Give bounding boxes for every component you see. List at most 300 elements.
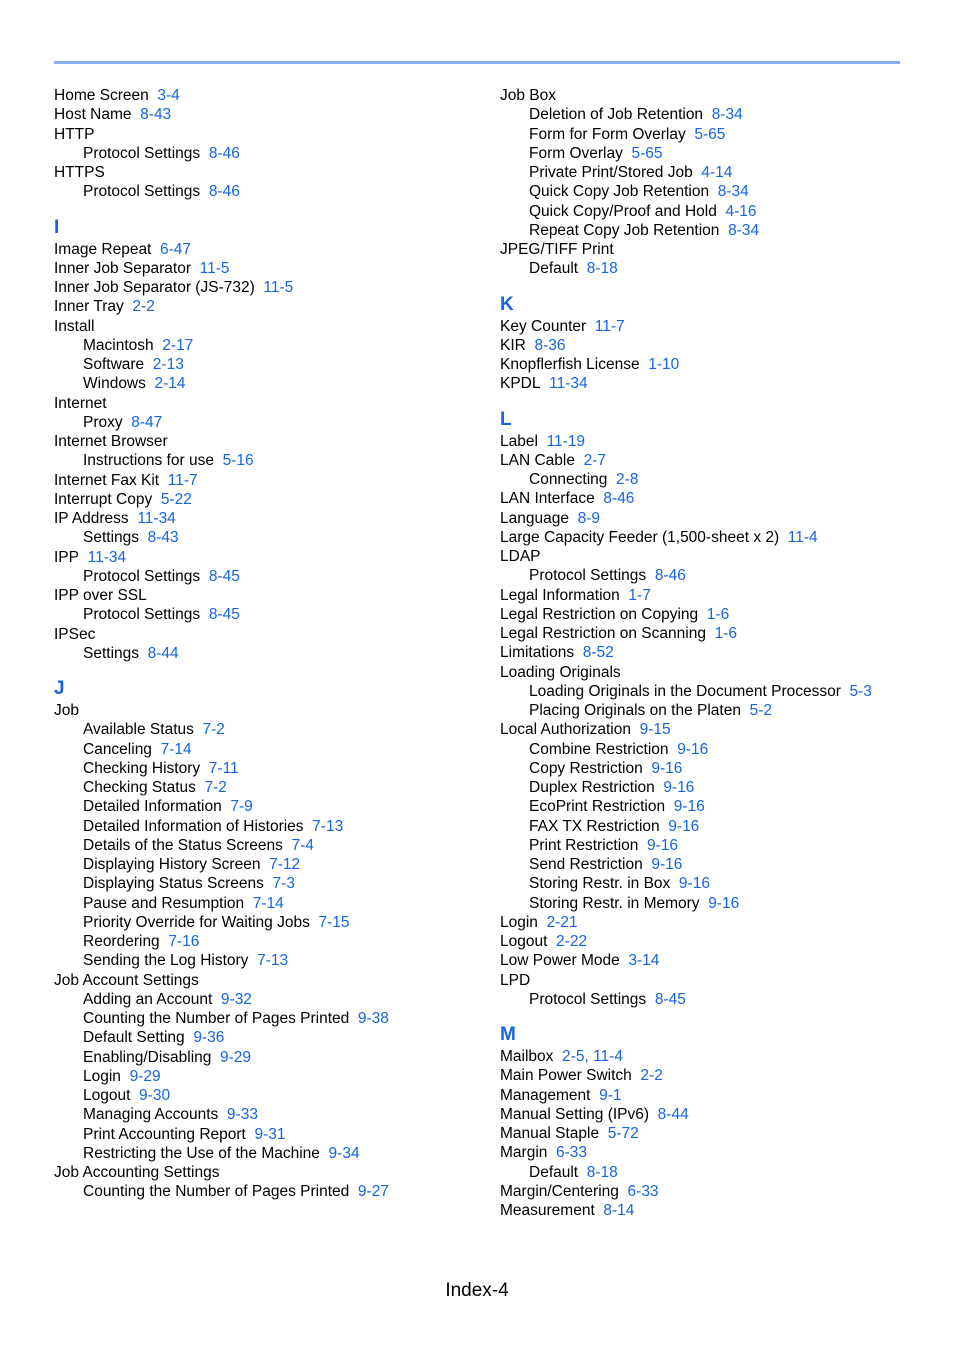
index-term: Settings (83, 644, 140, 662)
index-term: Send Restriction (529, 856, 643, 873)
index-subentry (54, 1028, 474, 1047)
index-subentry (54, 817, 474, 836)
page-reference-link[interactable]: 8-14 (603, 1202, 635, 1219)
index-subentry (500, 470, 920, 489)
index-term: Private Print/Stored Job (529, 164, 693, 181)
page-reference-link[interactable]: 2-2 (640, 1067, 663, 1085)
index-subentry (500, 797, 920, 816)
index-entry (54, 548, 474, 567)
index-term: Protocol Settings (83, 606, 201, 624)
index-term: EcoPrint Restriction (529, 798, 666, 816)
index-entry (54, 490, 474, 509)
index-term: Checking Status (83, 779, 196, 796)
index-letter-heading: L (500, 408, 512, 430)
index-subentry (500, 1163, 920, 1182)
page-reference-link[interactable]: 9-32 (220, 990, 252, 1008)
index-entry (500, 317, 920, 336)
page-reference-link[interactable]: 9-16 (647, 836, 679, 854)
index-term: Software (83, 356, 145, 373)
index-subentry (54, 528, 474, 547)
index-entry (500, 1143, 920, 1162)
index-term: KIR (500, 336, 526, 354)
page-reference-link[interactable]: 7-11 (208, 759, 239, 777)
index-entry (500, 1066, 920, 1085)
index-entry (54, 86, 474, 105)
index-term: Detailed Information of Histories (83, 817, 304, 835)
index-entry (54, 240, 474, 259)
index-term: Storing Restr. in Box (529, 875, 671, 893)
page-reference-link[interactable]: 2-7 (583, 451, 606, 469)
index-entry (500, 240, 920, 259)
index-subentry (500, 701, 920, 720)
page-reference-link[interactable]: 6-33 (627, 1182, 659, 1200)
page-reference-link[interactable]: 8-9 (577, 509, 600, 527)
page-reference-link[interactable]: 8-52 (582, 644, 614, 662)
page-reference-link[interactable]: 9-16 (663, 779, 695, 796)
index-term: Inner Job Separator (54, 259, 192, 277)
page-reference-link[interactable]: 8-46 (208, 144, 240, 162)
index-subentry (500, 817, 920, 836)
index-subentry (54, 451, 474, 470)
page-reference-link[interactable]: 7-13 (257, 952, 289, 970)
index-entry (54, 259, 474, 278)
index-term: IPSec (54, 625, 96, 643)
index-entry (500, 1201, 920, 1220)
index-term: Internet Fax Kit (54, 471, 160, 489)
index-subentry (500, 182, 920, 201)
page-reference-link[interactable]: 11-34 (87, 548, 127, 566)
index-term: Manual Setting (IPv6) (500, 1105, 650, 1123)
index-term: LAN Interface (500, 490, 595, 508)
page-reference-link[interactable]: 9-16 (673, 798, 705, 816)
page-reference-link[interactable]: 11-5 (263, 279, 294, 296)
page-reference-link[interactable]: 9-1 (599, 1086, 622, 1104)
index-term: Protocol Settings (529, 990, 647, 1008)
index-subentry (500, 682, 920, 701)
index-entry (500, 336, 920, 355)
index-entry (500, 528, 920, 547)
page-reference-link[interactable]: 5-72 (607, 1125, 639, 1142)
index-term: Available Status (83, 721, 194, 739)
page-reference-link[interactable]: 8-44 (147, 644, 179, 662)
index-entry (500, 913, 920, 932)
index-entry (54, 278, 474, 297)
page-reference-link[interactable]: 8-46 (208, 183, 240, 201)
index-letter-heading: K (500, 293, 514, 315)
index-entry (500, 1105, 920, 1124)
index-subentry (500, 163, 920, 182)
page-reference-link[interactable]: 3-4 (157, 87, 180, 104)
index-term: Job (54, 702, 79, 719)
page-number: Index-4 (445, 1280, 509, 1301)
index-entry (54, 394, 474, 413)
index-term: Storing Restr. in Memory (529, 894, 700, 912)
index-term: LDAP (500, 548, 541, 565)
index-term: Login (83, 1067, 121, 1085)
page-reference-link[interactable]: 8-34 (728, 221, 760, 239)
index-subentry (54, 1182, 474, 1201)
page-reference-link[interactable]: 1-10 (648, 356, 680, 373)
index-term: Inner Tray (54, 298, 124, 316)
page-reference-link[interactable]: 9-38 (357, 1010, 389, 1027)
index-term: Logout (83, 1087, 131, 1104)
index-term: Macintosh (83, 336, 154, 354)
index-entry (500, 489, 920, 508)
index-subentry (54, 182, 474, 201)
index-term: Large Capacity Feeder (1,500-sheet x 2) (500, 528, 780, 546)
index-entry (500, 932, 920, 951)
index-term: Manual Staple (500, 1125, 600, 1142)
index-term: Protocol Settings (83, 144, 201, 162)
index-term: Deletion of Job Retention (529, 106, 704, 124)
index-term: Internet (54, 394, 107, 412)
index-entry (500, 432, 920, 451)
index-subentry (54, 567, 474, 586)
page-reference-link[interactable]: 8-44 (657, 1105, 689, 1123)
index-term: Combine Restriction (529, 740, 669, 758)
index-term: Job Account Settings (54, 971, 199, 989)
index-subentry (54, 778, 474, 797)
page-reference-link[interactable]: 9-31 (254, 1125, 286, 1143)
index-subentry (54, 932, 474, 951)
index-entry (500, 971, 920, 990)
page-reference-link[interactable]: 9-34 (328, 1144, 360, 1162)
index-subentry (500, 759, 920, 778)
index-term: Legal Restriction on Scanning (500, 625, 706, 642)
index-entry (500, 643, 920, 662)
index-term: Adding an Account (83, 990, 213, 1008)
index-letter-heading: I (54, 216, 60, 238)
index-term: Displaying Status Screens (83, 875, 264, 893)
page-reference-link[interactable]: 9-16 (708, 894, 740, 912)
index-term: Protocol Settings (83, 183, 201, 201)
page-reference-link[interactable]: 8-18 (586, 260, 618, 278)
index-subentry (500, 125, 920, 144)
page-reference-link[interactable]: 9-33 (226, 1106, 258, 1124)
index-term: Default (529, 260, 579, 278)
index-term: Main Power Switch (500, 1067, 632, 1085)
page-reference-link[interactable]: 8-34 (717, 183, 749, 201)
index-term: Login (500, 913, 538, 931)
index-entry (500, 355, 920, 374)
index-term: Measurement (500, 1202, 595, 1219)
page-reference-link[interactable]: 5-65 (694, 125, 726, 143)
page-reference-link[interactable]: 1-7 (628, 586, 651, 604)
index-term: Reordering (83, 933, 160, 950)
index-entry (500, 624, 920, 643)
index-subentry (54, 1009, 474, 1028)
index-subentry (500, 990, 920, 1009)
page-reference-link[interactable]: 9-27 (357, 1183, 389, 1201)
index-term: Management (500, 1086, 591, 1104)
index-term: Install (54, 317, 95, 335)
index-subentry (54, 1048, 474, 1067)
index-term: HTTPS (54, 164, 105, 181)
index-subentry (54, 1086, 474, 1105)
index-term: Restricting the Use of the Machine (83, 1144, 320, 1162)
page-reference-link[interactable]: 2-14 (154, 375, 186, 393)
page-reference-link[interactable]: 9-15 (639, 721, 671, 739)
page-reference-link[interactable]: 7-14 (252, 894, 284, 912)
page-reference-link[interactable]: 9-29 (129, 1067, 161, 1085)
index-column-right (500, 86, 920, 1220)
index-subentry (54, 1067, 474, 1086)
index-entry (500, 605, 920, 624)
index-subentry (54, 144, 474, 163)
page-reference-link[interactable]: 7-13 (312, 817, 344, 835)
index-entry (500, 374, 920, 393)
index-term: Print Restriction (529, 836, 639, 854)
index-subentry (54, 913, 474, 932)
page-reference-link[interactable]: 8-45 (208, 606, 240, 624)
index-term: Loading Originals in the Document Processor (529, 682, 841, 700)
page-reference-link[interactable]: 7-14 (160, 740, 192, 758)
page-reference-link[interactable]: 6-47 (160, 240, 192, 258)
index-term: LAN Cable (500, 451, 575, 469)
page-reference-link[interactable]: 7-2 (204, 779, 227, 796)
page-reference-link[interactable]: 7-9 (230, 798, 253, 816)
index-term: Quick Copy/Proof and Hold (529, 202, 717, 220)
index-subentry (500, 836, 920, 855)
index-term: Copy Restriction (529, 759, 643, 777)
index-term: Connecting (529, 471, 608, 488)
index-entry (500, 720, 920, 739)
index-term: LPD (500, 971, 531, 989)
page-reference-link[interactable]: 2-22 (556, 933, 588, 950)
index-entry (54, 432, 474, 451)
index-subentry (54, 720, 474, 739)
index-term: Windows (83, 375, 146, 393)
page-reference-link[interactable]: 2-21 (546, 913, 578, 931)
index-subentry (500, 566, 920, 585)
index-term: Job Accounting Settings (54, 1164, 220, 1181)
page-reference-link[interactable]: 11-5 (199, 259, 230, 277)
page-reference-link[interactable]: 9-16 (651, 856, 683, 873)
index-term: IPP over SSL (54, 587, 147, 604)
index-term: Knopflerfish License (500, 356, 640, 373)
index-subentry (500, 778, 920, 797)
index-subentry (500, 221, 920, 240)
page-reference-link[interactable]: 8-43 (147, 529, 179, 547)
index-term: Priority Override for Waiting Jobs (83, 913, 310, 931)
index-entry (54, 317, 474, 336)
page-reference-link[interactable]: 8-46 (654, 567, 686, 585)
page-reference-link[interactable]: 7-3 (272, 875, 295, 893)
page-reference-link[interactable]: 7-2 (202, 721, 225, 739)
page-reference-link[interactable]: 7-15 (318, 913, 350, 931)
index-term: Key Counter (500, 317, 587, 335)
page-reference-link[interactable]: 8-18 (586, 1163, 618, 1181)
index-subentry (500, 144, 920, 163)
index-column-left (54, 86, 474, 1202)
index-term: Sending the Log History (83, 952, 249, 970)
index-entry (500, 547, 920, 566)
index-entry (500, 451, 920, 470)
index-term: Home Screen (54, 87, 149, 104)
index-subentry (54, 759, 474, 778)
page-reference-link[interactable]: 2-2 (132, 298, 155, 316)
page-reference-link[interactable]: 8-45 (654, 990, 686, 1008)
page-reference-link[interactable]: 11-4 (787, 528, 818, 546)
index-term: IP Address (54, 510, 129, 527)
index-entry (54, 509, 474, 528)
index-term: Displaying History Screen (83, 856, 261, 873)
index-subentry (54, 990, 474, 1009)
page-reference-link[interactable]: 4-16 (725, 202, 757, 220)
index-subentry (500, 894, 920, 913)
index-term: Repeat Copy Job Retention (529, 221, 720, 239)
page-reference-link[interactable]: 8-36 (534, 336, 566, 354)
page-reference-link[interactable]: 11-34 (137, 510, 176, 527)
page-reference-link[interactable]: 5-65 (631, 144, 663, 162)
index-term: Enabling/Disabling (83, 1048, 212, 1066)
index-term: Limitations (500, 644, 575, 662)
page-reference-link[interactable]: 6-33 (556, 1144, 588, 1162)
page-reference-link[interactable]: 2-17 (162, 336, 194, 354)
index-term: Image Repeat (54, 240, 152, 258)
page-reference-link[interactable]: 2-13 (152, 356, 184, 373)
page-reference-link[interactable]: 1-6 (706, 605, 730, 623)
page-reference-link[interactable]: 9-16 (651, 759, 683, 777)
index-term: Protocol Settings (529, 567, 647, 585)
index-term: Settings (83, 529, 140, 547)
index-term: Logout (500, 933, 548, 950)
index-term: Proxy (83, 413, 123, 431)
index-subentry (500, 874, 920, 893)
page-reference-link[interactable]: 9-16 (677, 740, 709, 758)
index-subentry (54, 413, 474, 432)
index-term: Internet Browser (54, 433, 168, 450)
index-term: Inner Job Separator (JS-732) (54, 279, 255, 296)
page-reference-link[interactable]: 5-3 (849, 682, 872, 700)
index-term: HTTP (54, 125, 95, 143)
index-subentry (54, 605, 474, 624)
index-term: Detailed Information (83, 798, 222, 816)
index-subentry (54, 336, 474, 355)
index-term: Counting the Number of Pages Printed (83, 1183, 350, 1201)
index-entry (54, 125, 474, 144)
page-reference-link[interactable]: 8-47 (131, 413, 163, 431)
index-subentry (54, 855, 474, 874)
index-entry (54, 297, 474, 316)
index-entry (500, 1086, 920, 1105)
index-subentry (54, 740, 474, 759)
page-reference-link[interactable]: 4-14 (701, 164, 733, 181)
index-term: Checking History (83, 759, 201, 777)
index-subentry (500, 259, 920, 278)
page-reference-link[interactable]: 2-5 (562, 1048, 585, 1065)
page-reference-link[interactable]: 7-4 (291, 836, 314, 854)
index-letter-heading: J (54, 678, 65, 699)
page-reference-link[interactable]: 11-34 (549, 375, 588, 393)
index-term: Pause and Resumption (83, 894, 245, 912)
page-reference-link[interactable]: 1-6 (714, 625, 737, 642)
index-entry (500, 86, 920, 105)
index-term: Placing Originals on the Platen (529, 702, 741, 719)
index-subentry (54, 644, 474, 663)
index-term: Low Power Mode (500, 952, 620, 970)
page-reference-link[interactable]: 5-22 (160, 490, 192, 508)
index-subentry (54, 355, 474, 374)
index-term: Protocol Settings (83, 567, 201, 585)
index-term: Details of the Status Screens (83, 836, 283, 854)
page-reference-link[interactable]: 8-45 (208, 567, 240, 585)
index-entry (54, 971, 474, 990)
page-reference-link[interactable]: 9-16 (678, 875, 710, 893)
page-reference-link[interactable]: 2-8 (616, 471, 639, 488)
index-term: Default Setting (83, 1029, 185, 1047)
index-term: Print Accounting Report (83, 1125, 246, 1143)
page-reference-link[interactable]: 11-7 (167, 471, 198, 489)
index-term: KPDL (500, 375, 541, 393)
index-term: Mailbox (500, 1048, 554, 1065)
index-term: Form Overlay (529, 144, 623, 162)
index-term: Quick Copy Job Retention (529, 183, 710, 201)
index-term: Legal Information (500, 586, 620, 604)
index-term: Interrupt Copy (54, 490, 153, 508)
index-entry (54, 1163, 474, 1182)
header-rule (54, 61, 900, 64)
index-term: Language (500, 509, 569, 527)
index-subentry (500, 105, 920, 124)
index-entry (54, 163, 474, 182)
page-reference-link[interactable]: 11-7 (594, 317, 625, 335)
index-entry (500, 951, 920, 970)
page-reference-link[interactable]: 7-12 (269, 856, 301, 873)
index-letter-heading: M (500, 1024, 516, 1045)
page-reference-link[interactable]: 8-43 (140, 106, 172, 124)
index-entry (54, 105, 474, 124)
page-reference-link[interactable]: 7-16 (168, 933, 200, 950)
index-term: Form for Form Overlay (529, 125, 686, 143)
index-entry (500, 1182, 920, 1201)
index-entry (54, 625, 474, 644)
index-term: Loading Originals (500, 663, 621, 681)
index-term: Label (500, 432, 538, 450)
index-subentry (54, 1144, 474, 1163)
index-subentry (54, 1105, 474, 1124)
index-term: Job Box (500, 87, 557, 104)
page-reference-link[interactable]: 3-14 (628, 952, 660, 970)
index-subentry (54, 1125, 474, 1144)
page-reference-link[interactable]: 9-29 (220, 1048, 252, 1066)
page-reference-link[interactable]: 9-36 (193, 1029, 225, 1047)
index-subentry (54, 894, 474, 913)
page-reference-link[interactable]: 5-2 (749, 702, 772, 719)
index-term: Margin (500, 1144, 548, 1162)
index-subentry (500, 855, 920, 874)
page-reference-link[interactable]: 8-46 (603, 490, 635, 508)
page-reference-link[interactable]: 11-19 (546, 432, 586, 450)
index-subentry (54, 374, 474, 393)
index-entry (500, 1124, 920, 1143)
index-subentry (54, 874, 474, 893)
index-entry (54, 586, 474, 605)
page-reference-link[interactable]: 11-4 (593, 1048, 623, 1065)
index-term: IPP (54, 548, 79, 566)
page-reference-link[interactable]: 9-16 (668, 817, 700, 835)
index-entry (500, 586, 920, 605)
index-term: FAX TX Restriction (529, 817, 660, 835)
index-term: Counting the Number of Pages Printed (83, 1010, 350, 1027)
index-subentry (500, 202, 920, 221)
index-term: Local Authorization (500, 721, 631, 739)
page-reference-link[interactable]: 5-16 (222, 452, 254, 470)
page-reference-link[interactable]: 8-34 (711, 106, 743, 124)
index-subentry (54, 797, 474, 816)
index-entry (500, 509, 920, 528)
page-reference-link[interactable]: 9-30 (139, 1087, 171, 1104)
